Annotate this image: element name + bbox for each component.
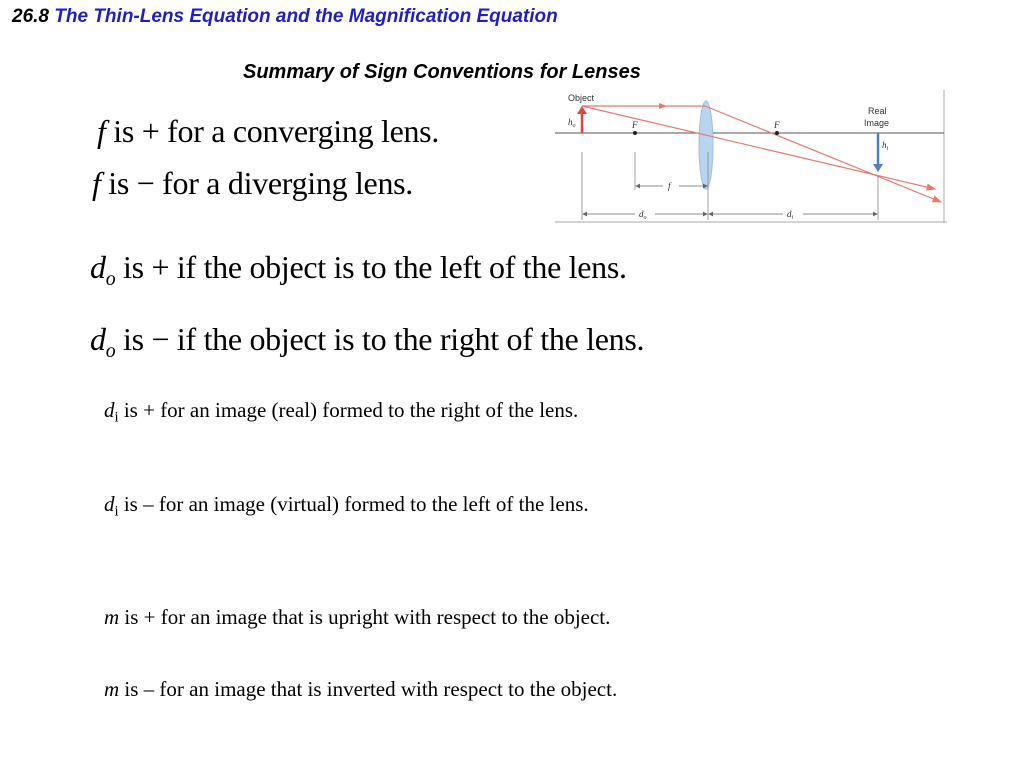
variable-f: f [92, 165, 101, 201]
statement-di-real [104, 398, 578, 426]
variable-m: m [104, 605, 120, 629]
equation-do-left [90, 249, 627, 291]
hi-sub: i [886, 146, 889, 152]
variable-d: d [104, 398, 115, 422]
subscript-o: o [105, 339, 116, 362]
focal-point-left [633, 131, 637, 135]
object-label: Object [568, 93, 595, 103]
image-label: Image [864, 118, 890, 128]
converging-lens [699, 101, 713, 189]
focal-label-right: F [774, 120, 780, 130]
equation-text: is − if the object is to the right of the lens. [115, 321, 645, 357]
subscript-o: o [105, 267, 116, 290]
variable-d: d [90, 321, 106, 357]
equation-f-diverging [92, 165, 413, 202]
do-main: d [639, 209, 644, 219]
equation-f-converging [97, 113, 439, 150]
variable-d: d [104, 492, 115, 516]
hi-main: h [882, 140, 887, 150]
focal-label-left: F [632, 120, 638, 130]
subscript-i: i [114, 409, 119, 426]
summary-title: Summary of Sign Conventions for Lenses [243, 61, 641, 83]
f-label: f [668, 181, 671, 191]
statement-di-virtual [104, 492, 589, 520]
statement-text: is + for an image that is upright with respect to the object. [119, 605, 611, 629]
section-title: The Thin-Lens Equation and the Magnification Equation [54, 6, 558, 27]
f-label-bg [663, 180, 679, 192]
ho-sub: o [572, 123, 576, 129]
statement-text: is – for an image that is inverted with respect to the object. [119, 677, 618, 701]
diagram-background [555, 90, 947, 223]
statement-text: is + for an image (real) formed to the right of the lens. [118, 398, 579, 422]
lens-ray-diagram [555, 90, 947, 223]
equation-do-right [90, 321, 644, 363]
equation-text: is + if the object is to the left of the lens. [115, 249, 627, 285]
equation-text: is − for a diverging lens. [100, 165, 414, 201]
statement-m-upright [104, 605, 610, 630]
section-number: 26.8 [12, 6, 49, 27]
section-heading [12, 6, 558, 28]
ho-main: h [568, 117, 573, 127]
subscript-i: i [114, 503, 119, 520]
variable-d: d [90, 249, 106, 285]
di-main: d [787, 209, 792, 219]
equation-text: is + for a converging lens. [105, 113, 440, 149]
statement-m-inverted [104, 677, 617, 702]
di-sub: i [791, 215, 794, 221]
focal-point-right [775, 131, 779, 135]
variable-f: f [97, 113, 106, 149]
statement-text: is – for an image (virtual) formed to the left of the lens. [118, 492, 589, 516]
variable-m: m [104, 677, 120, 701]
real-label: Real [868, 106, 887, 116]
do-sub: o [643, 215, 647, 221]
